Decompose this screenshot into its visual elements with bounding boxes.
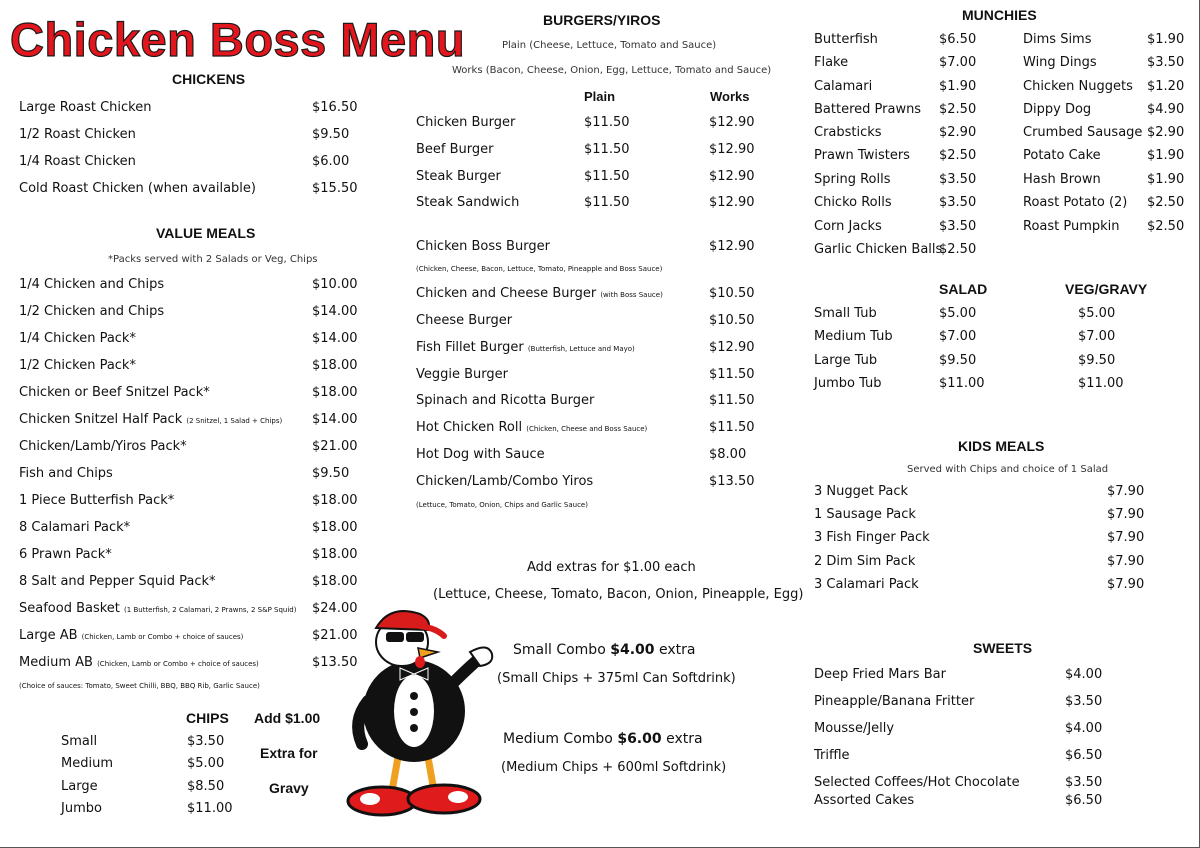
item-price: $12.90 — [709, 340, 755, 355]
list-item: Flake — [814, 55, 849, 70]
list-item: Cold Roast Chicken (when available) — [19, 181, 256, 196]
list-item: 1/2 Roast Chicken — [19, 127, 136, 142]
item-price: $3.50 — [939, 195, 977, 210]
list-item: Chicko Rolls — [814, 195, 892, 210]
item-price: $7.90 — [1107, 530, 1145, 545]
burgers-plain-note: Plain (Cheese, Lettuce, Tomato and Sauce) — [502, 40, 717, 51]
item-price: $6.00 — [312, 154, 350, 169]
item-price: $3.50 — [939, 172, 977, 187]
list-item: Beef Burger — [416, 142, 494, 157]
item-price: $11.00 — [939, 376, 985, 391]
chickens-heading: CHICKENS — [172, 71, 246, 87]
item-price: $2.50 — [1147, 219, 1185, 234]
item-price: $2.50 — [939, 242, 977, 257]
item-price: $3.50 — [1147, 55, 1185, 70]
item-price: $3.50 — [187, 734, 225, 749]
list-item: Hot Dog with Sauce — [416, 447, 545, 462]
item-price: $6.50 — [939, 32, 977, 47]
item-price: $24.00 — [312, 601, 358, 616]
item-price: $12.90 — [709, 195, 755, 210]
gravy-line-3: Gravy — [269, 780, 309, 796]
item-price: $4.00 — [1065, 721, 1103, 736]
list-item: 3 Calamari Pack — [814, 577, 919, 592]
item-price: $7.00 — [939, 329, 977, 344]
value-meals-note: *Packs served with 2 Salads or Veg, Chips — [108, 254, 318, 265]
extras-line-1: Add extras for $1.00 each — [527, 560, 696, 575]
salad-heading: SALAD — [939, 281, 988, 297]
list-item: Potato Cake — [1023, 148, 1101, 163]
list-item: 1 Piece Butterfish Pack* — [19, 493, 175, 508]
item-price: $9.50 — [1078, 353, 1116, 368]
sauces-note: (Choice of sauces: Tomato, Sweet Chilli, BBQ, BBQ Rib, Garlic Sauce) — [19, 682, 260, 690]
list-item: Steak Sandwich — [416, 195, 520, 210]
item-price: $11.50 — [709, 393, 755, 408]
list-item: Chicken/Lamb/Yiros Pack* — [19, 439, 187, 454]
item-price: $11.50 — [584, 142, 630, 157]
list-item: Small Tub — [814, 306, 877, 321]
list-item: Steak Burger — [416, 169, 501, 184]
item-price: $11.50 — [709, 420, 755, 435]
list-item: Large Roast Chicken — [19, 100, 152, 115]
item-price: $8.50 — [187, 779, 225, 794]
boss-burger-detail: (Chicken, Cheese, Bacon, Lettuce, Tomato, Pineapple and Boss Sauce) — [416, 265, 663, 273]
list-item: Corn Jacks — [814, 219, 882, 234]
item-price: $7.00 — [939, 55, 977, 70]
list-item: Crumbed Sausage — [1023, 125, 1143, 140]
list-item: 3 Nugget Pack — [814, 484, 908, 499]
item-price: $7.90 — [1107, 554, 1145, 569]
item-price: $10.00 — [312, 277, 358, 292]
list-item: 1/2 Chicken and Chips — [19, 304, 165, 319]
item-price: $12.90 — [709, 169, 755, 184]
item-price: $11.00 — [187, 801, 233, 816]
item-price: $21.00 — [312, 628, 358, 643]
col-plain-header: Plain — [584, 89, 616, 104]
item-price: $12.90 — [709, 142, 755, 157]
gravy-line-2: Extra for — [260, 745, 318, 761]
item-price: $2.50 — [1147, 195, 1185, 210]
item-price: $16.50 — [312, 100, 358, 115]
item-price: $7.90 — [1107, 507, 1145, 522]
col-works-header: Works — [710, 89, 750, 104]
list-item: Dippy Dog — [1023, 102, 1092, 117]
list-item: Roast Pumpkin — [1023, 219, 1120, 234]
item-price: $5.00 — [1078, 306, 1116, 321]
list-item: 8 Salt and Pepper Squid Pack* — [19, 574, 216, 589]
yiros-detail: (Lettuce, Tomato, Onion, Chips and Garlic Sauce) — [416, 501, 588, 509]
medium-combo: Medium Combo $6.00 extra — [503, 731, 703, 747]
item-price: $2.90 — [939, 125, 977, 140]
list-item: Medium — [61, 756, 113, 771]
list-item: Mousse/Jelly — [814, 721, 895, 736]
list-item: Chicken or Beef Snitzel Pack* — [19, 385, 210, 400]
list-item: Chicken and Cheese Burger (with Boss Sauce) — [416, 286, 663, 301]
list-item: Battered Prawns — [814, 102, 922, 117]
list-item: Chicken Nuggets — [1023, 79, 1133, 94]
item-price: $15.50 — [312, 181, 358, 196]
item-price: $18.00 — [312, 385, 358, 400]
medium-combo-detail: (Medium Chips + 600ml Softdrink) — [501, 760, 727, 775]
item-price: $18.00 — [312, 547, 358, 562]
list-item: Large Tub — [814, 353, 878, 368]
list-item: Jumbo — [61, 801, 102, 816]
list-item: Dims Sims — [1023, 32, 1092, 47]
list-item: Wing Dings — [1023, 55, 1097, 70]
item-price: $1.90 — [1147, 172, 1185, 187]
item-price: $14.00 — [312, 331, 358, 346]
list-item: Crabsticks — [814, 125, 882, 140]
item-price: $8.00 — [709, 447, 747, 462]
small-combo: Small Combo $4.00 extra — [513, 642, 696, 658]
list-item: Spinach and Ricotta Burger — [416, 393, 595, 408]
list-item: Butterfish — [814, 32, 878, 47]
list-item: Jumbo Tub — [814, 376, 882, 391]
item-price: $18.00 — [312, 358, 358, 373]
chips-heading: CHIPS — [186, 710, 229, 726]
list-item: 1/4 Chicken and Chips — [19, 277, 165, 292]
kids-meals-note: Served with Chips and choice of 1 Salad — [907, 464, 1109, 475]
item-price: $14.00 — [312, 304, 358, 319]
item-price: $10.50 — [709, 286, 755, 301]
item-price: $3.50 — [939, 219, 977, 234]
burgers-heading: BURGERS/YIROS — [543, 12, 661, 28]
item-price: $12.90 — [709, 239, 755, 254]
list-item: Fish and Chips — [19, 466, 113, 481]
boss-burger: Chicken Boss Burger — [416, 239, 550, 254]
list-item: Hash Brown — [1023, 172, 1101, 187]
item-price: $2.50 — [939, 102, 977, 117]
list-item: Calamari — [814, 79, 873, 94]
list-item: Veggie Burger — [416, 367, 508, 382]
list-item: 6 Prawn Pack* — [19, 547, 112, 562]
list-item: Chicken Snitzel Half Pack (2 Snitzel, 1 Salad + Chips) — [19, 412, 283, 427]
kids-meals-heading: KIDS MEALS — [958, 438, 1045, 454]
item-price: $12.90 — [709, 115, 755, 130]
item-price: $11.50 — [584, 195, 630, 210]
item-price: $6.50 — [1065, 793, 1103, 808]
item-price: $21.00 — [312, 439, 358, 454]
list-item: 1/4 Chicken Pack* — [19, 331, 136, 346]
item-price: $18.00 — [312, 574, 358, 589]
list-item: 8 Calamari Pack* — [19, 520, 131, 535]
list-item: Roast Potato (2) — [1023, 195, 1128, 210]
burgers-works-note: Works (Bacon, Cheese, Onion, Egg, Lettuce, Tomato and Sauce) — [452, 65, 772, 76]
item-price: $2.90 — [1147, 125, 1185, 140]
list-item: Large AB (Chicken, Lamb or Combo + choice of sauces) — [19, 628, 244, 643]
list-item: 1 Sausage Pack — [814, 507, 916, 522]
item-price: $4.90 — [1147, 102, 1185, 117]
item-price: $9.50 — [312, 127, 350, 142]
item-price: $18.00 — [312, 520, 358, 535]
item-price: $11.50 — [584, 169, 630, 184]
item-price: $5.00 — [187, 756, 225, 771]
list-item: Selected Coffees/Hot Chocolate — [814, 775, 1020, 790]
small-combo-detail: (Small Chips + 375ml Can Softdrink) — [497, 671, 736, 686]
list-item: Chicken Burger — [416, 115, 516, 130]
item-price: $1.90 — [939, 79, 977, 94]
item-price: $3.50 — [1065, 775, 1103, 790]
list-item: 3 Fish Finger Pack — [814, 530, 930, 545]
list-item: Seafood Basket (1 Butterfish, 2 Calamari, 2 Prawns, 2 S&P Squid) — [19, 601, 297, 616]
list-item: 1/4 Roast Chicken — [19, 154, 136, 169]
list-item: Medium Tub — [814, 329, 893, 344]
list-item: Medium AB (Chicken, Lamb or Combo + choice of sauces) — [19, 655, 259, 670]
list-item: Deep Fried Mars Bar — [814, 667, 946, 682]
item-price: $6.50 — [1065, 748, 1103, 763]
list-item: Spring Rolls — [814, 172, 891, 187]
list-item: 1/2 Chicken Pack* — [19, 358, 136, 373]
value-meals-heading: VALUE MEALS — [156, 225, 256, 241]
item-price: $14.00 — [312, 412, 358, 427]
item-price: $9.50 — [312, 466, 350, 481]
item-price: $11.50 — [584, 115, 630, 130]
item-price: $3.50 — [1065, 694, 1103, 709]
list-item: Chicken/Lamb/Combo Yiros — [416, 474, 594, 489]
item-price: $1.90 — [1147, 32, 1185, 47]
item-price: $11.50 — [709, 367, 755, 382]
list-item: Assorted Cakes — [814, 793, 915, 808]
item-price: $18.00 — [312, 493, 358, 508]
item-price: $7.90 — [1107, 484, 1145, 499]
item-price: $7.90 — [1107, 577, 1145, 592]
item-price: $9.50 — [939, 353, 977, 368]
chicken-mascot-icon — [340, 596, 500, 820]
extras-line-2: (Lettuce, Cheese, Tomato, Bacon, Onion, Pineapple, Egg) — [433, 587, 804, 602]
sweets-heading: SWEETS — [973, 640, 1033, 656]
menu-title: Chicken Boss Menu — [10, 13, 466, 66]
list-item: 2 Dim Sim Pack — [814, 554, 916, 569]
veg-gravy-heading: VEG/GRAVY — [1065, 281, 1148, 297]
item-price: $1.90 — [1147, 148, 1185, 163]
list-item: Hot Chicken Roll (Chicken, Cheese and Boss Sauce) — [416, 420, 648, 435]
list-item: Large — [61, 779, 98, 794]
list-item: Prawn Twisters — [814, 148, 910, 163]
list-item: Fish Fillet Burger (Butterfish, Lettuce and Mayo) — [416, 340, 635, 355]
item-price: $10.50 — [709, 313, 755, 328]
item-price: $13.50 — [312, 655, 358, 670]
item-price: $13.50 — [709, 474, 755, 489]
gravy-line-1: Add $1.00 — [254, 710, 321, 726]
item-price: $7.00 — [1078, 329, 1116, 344]
item-price: $4.00 — [1065, 667, 1103, 682]
list-item: Triffle — [814, 748, 850, 763]
item-price: $2.50 — [939, 148, 977, 163]
item-price: $11.00 — [1078, 376, 1124, 391]
list-item: Cheese Burger — [416, 313, 513, 328]
list-item: Pineapple/Banana Fritter — [814, 694, 975, 709]
munchies-heading: MUNCHIES — [962, 7, 1037, 23]
item-price: $5.00 — [939, 306, 977, 321]
list-item: Garlic Chicken Balls — [814, 242, 943, 257]
list-item: Small — [61, 734, 98, 749]
item-price: $1.20 — [1147, 79, 1185, 94]
